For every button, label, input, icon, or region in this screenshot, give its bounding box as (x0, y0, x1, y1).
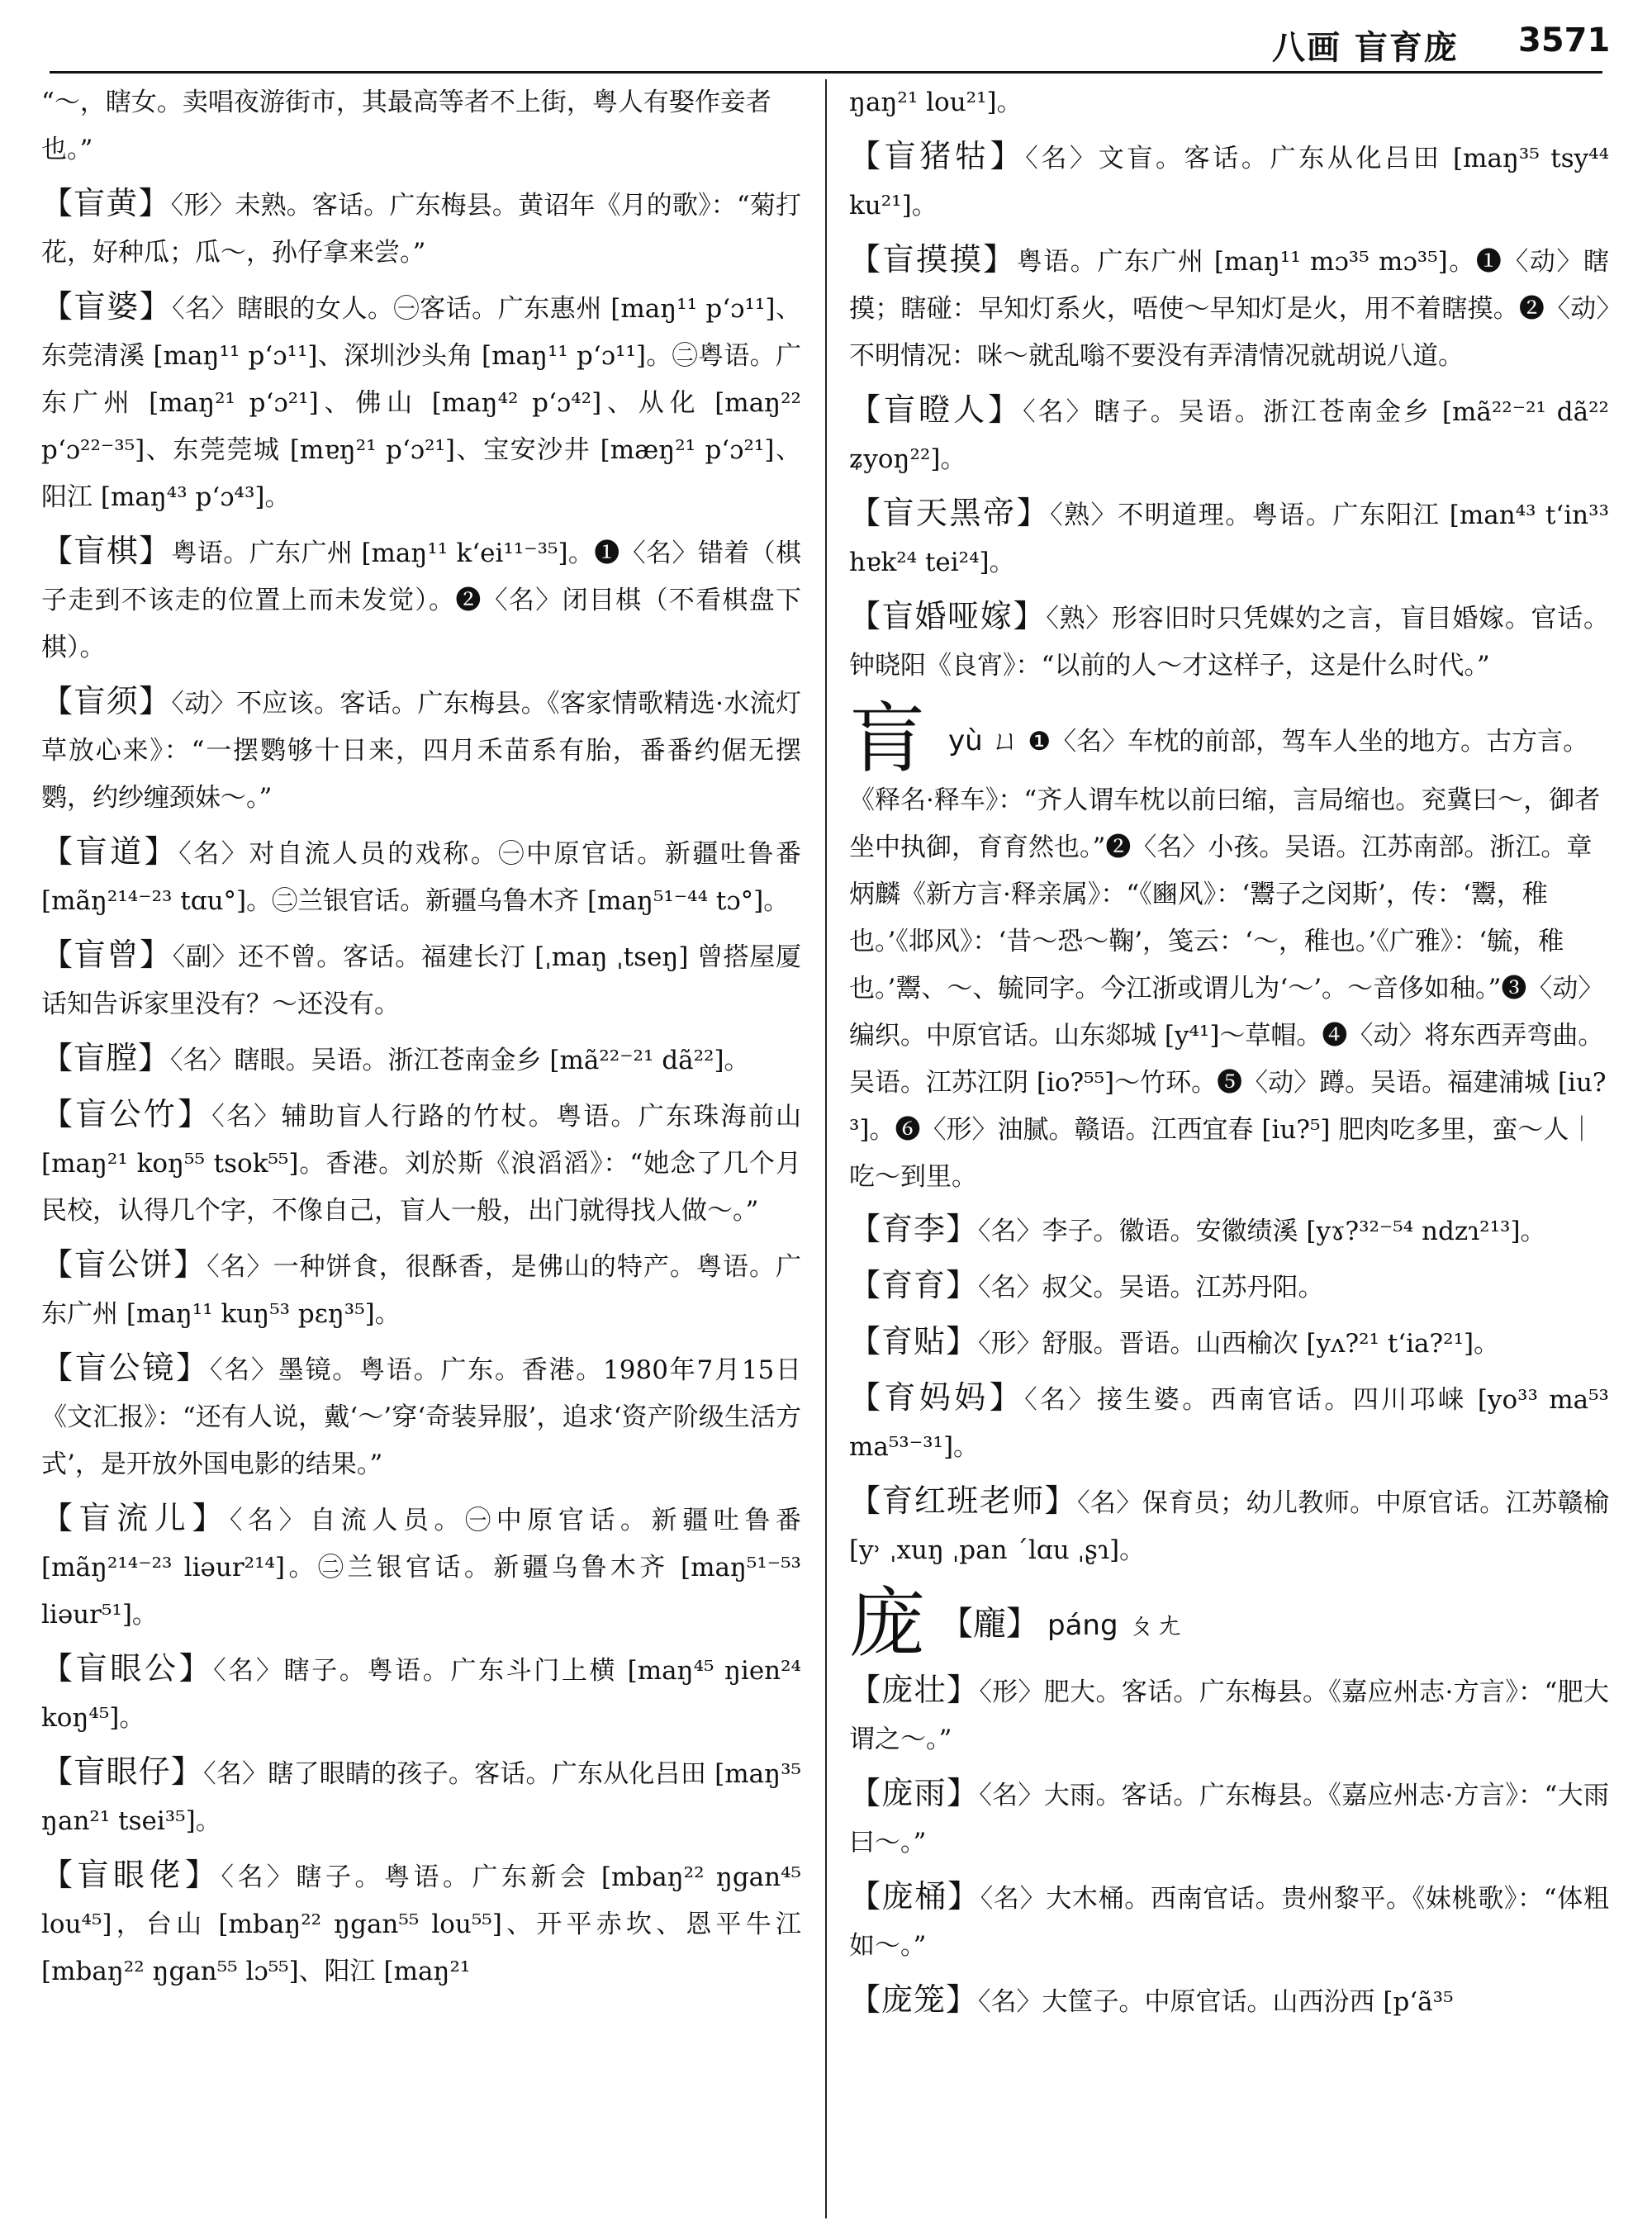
dictionary-entry (41, 1495, 801, 1639)
entry-definition: 〈形〉未熟。客话。广东梅县。黄诏年《月的歌》：“菊打花，好种瓜；瓜～，孙仔拿来尝。” (41, 191, 801, 268)
entry-definition: 〈名〉墨镜。粤语。广东。香港。1980年7月15日《文汇报》：“还有人说，戴‘～’穿‘奇装异服’，追求‘资产阶级生活方式’，是开放外国电影的结果。” (41, 1355, 801, 1479)
column-divider (825, 79, 827, 2218)
entry-continuation (41, 79, 801, 173)
left-column (41, 79, 801, 2218)
dictionary-entry (41, 1091, 801, 1235)
entry-headword: 【盲摸摸】 (849, 241, 1017, 278)
entry-definition: 〈名〉对自流人员的戏称。㊀中原官话。新疆吐鲁番 [mãŋ²¹⁴⁻²³ tɑu°]。㊁兰银官话。新疆乌鲁木齐 [maŋ⁵¹⁻⁴⁴ tɔ°]。 (41, 839, 801, 916)
entry-headword: 【庞壮】 (849, 1672, 980, 1708)
entry-headword: 【盲膛】 (41, 1040, 171, 1076)
dictionary-entry (41, 1645, 801, 1742)
dictionary-entry (41, 932, 801, 1028)
entry-definition: 〈熟〉不明道理。粤语。广东阳江 [man⁴³ t‘in³³ hɐk²⁴ tei²⁴]。 (849, 501, 1609, 577)
character-head-entry (849, 1579, 1609, 1668)
header-rule (50, 71, 1602, 74)
entry-definition: 〈名〉大木桶。西南官话。贵州黎平。《妹桃歌》：“体粗如～。” (849, 1884, 1609, 1961)
entry-headword: 【育妈妈】 (849, 1379, 1025, 1416)
page-number: 3571 (1518, 21, 1611, 59)
entry-definition: 〈名〉辅助盲人行路的竹杖。粤语。广东珠海前山 [maŋ²¹ koŋ⁵⁵ tsok⁵⁵]。香港。刘於斯《浪滔滔》：“她念了几个月民校，认得几个字，不像自己，盲人一般，出门就得找人做～。” (41, 1102, 801, 1226)
dictionary-entry (41, 678, 801, 822)
entry-headword: 【庞桶】 (849, 1878, 980, 1914)
entry-definition: 〈动〉不应该。客话。广东梅县。《客家情歌精选·水流灯草放心来》：“一摆鹦够十日来，四月禾苗系有胎，番番约倨无摆鹦，约纱缠颈妹～。” (41, 689, 801, 813)
entry-definition: 〈名〉李子。徽语。安徽绩溪 [yɤ?³²⁻⁵⁴ ndzɿ²¹³]。 (978, 1217, 1546, 1246)
head-character: 庞 (849, 1579, 926, 1668)
entry-headword: 【庞笼】 (849, 1981, 979, 2018)
dictionary-entry (41, 828, 801, 925)
entry-headword: 【盲公镜】 (41, 1350, 210, 1386)
dictionary-entry (849, 1873, 1609, 1970)
dictionary-entry (41, 1748, 801, 1845)
entry-headword: 【盲猪牯】 (849, 138, 1026, 174)
dictionary-entry (849, 1976, 1609, 2026)
dictionary-entry (849, 1374, 1609, 1471)
entry-definition: 〈名〉大雨。客话。广东梅县。《嘉应州志·方言》：“大雨曰～。” (849, 1781, 1609, 1858)
dictionary-entry (41, 1241, 801, 1338)
character-definition: ❶〈名〉车枕的前部，驾车人坐的地方。古方言。《释名·释车》：“齐人谓车枕以前曰缩，言局缩也。兖冀曰～，御者坐中执御，育育然也。”❷〈名〉小孩。吴语。江苏南部。浙江。章炳麟《新方言·释亲属》：“《豳风》：‘鬻子之闵斯’，传：‘鬻，稚也。’《邶风》：‘昔～恐～鞠’，笺云：‘～，稚也。’《广雅》：‘毓，稚也。’鬻、～、毓同字。今江浙或谓儿为‘～’。～音侈如秞。”❸〈动〉编织。中原官话。山东郯城 [y⁴¹]～草帽。❹〈动〉将东西弄弯曲。吴语。江苏江阴 [io?⁵⁵]～竹环。❺〈动〉蹲。吴语。福建浦城 [iu?³]。❻〈形〉油腻。赣语。江西宜春 [iu?⁵] 肥肉吃多里，蛮～人｜吃～到里。 (849, 727, 1607, 1192)
dictionary-entry (849, 133, 1609, 230)
entry-definition: 〈名〉瞎了眼睛的孩子。客话。广东从化吕田 [maŋ³⁵ ŋan²¹ tsei³⁵]。 (41, 1759, 801, 1836)
entry-headword: 【盲眼佬】 (41, 1857, 221, 1893)
entry-headword: 【盲棋】 (41, 533, 172, 569)
entry-definition: 〈名〉保育员；幼儿教师。中原官话。江苏赣榆 [y˒ ˌxuŋ ˌpan ˊlɑu ˌʂɿ]。 (849, 1488, 1609, 1565)
dictionary-entry (849, 387, 1609, 483)
entry-definition: 〈名〉瞎子。粤语。广东新会 [mbaŋ²² ŋgan⁴⁵ lou⁴⁵]，台山 [mbaŋ²² ŋgan⁵⁵ lou⁵⁵]、开平赤坎、恩平牛江 [mbaŋ²² ŋgan⁵⁵ lɔ⁵⁵]、阳江 [maŋ²¹ (41, 1862, 801, 1986)
dictionary-entry (41, 1345, 801, 1488)
entry-headword: 【盲黄】 (41, 185, 171, 221)
continuation-text: “～，瞎女。卖唱夜游街市，其最高等者不上街，粤人有娶作妾者也。” (41, 88, 771, 164)
entry-definition: 〈名〉大筐子。中原官话。山西汾西 [p‘ã³⁵ (978, 1987, 1454, 2017)
entry-headword: 【盲眼公】 (41, 1650, 214, 1687)
entry-headword: 【盲须】 (41, 683, 172, 719)
entry-headword: 【育红班老师】 (849, 1483, 1077, 1519)
dictionary-entry (849, 1262, 1609, 1312)
entry-headword: 【盲眼仔】 (41, 1753, 204, 1790)
dictionary-entry (41, 180, 801, 277)
dictionary-entry (849, 236, 1609, 380)
dictionary-entry (41, 283, 801, 521)
entry-headword: 【育贴】 (849, 1323, 979, 1359)
entry-definition: 〈名〉一种饼食，很酥香，是佛山的特产。粤语。广东广州 [maŋ¹¹ kuŋ⁵³ pɛŋ³⁵]。 (41, 1252, 801, 1329)
entry-headword: 【盲婚哑嫁】 (849, 598, 1047, 634)
entry-definition: 〈名〉自流人员。㊀中原官话。新疆吐鲁番 [mãŋ²¹⁴⁻²³ liəur²¹⁴]。㊁兰银官话。新疆乌鲁木齐 [maŋ⁵¹⁻⁵³ liəur⁵¹]。 (41, 1506, 801, 1630)
entry-definition: 〈名〉瞎眼。吴语。浙江苍南金乡 [mã²²⁻²¹ dã²²]。 (170, 1046, 750, 1075)
entry-definition: 〈名〉文盲。客话。广东从化吕田 [maŋ³⁵ tsy⁴⁴ ku²¹]。 (849, 144, 1609, 221)
dictionary-entry (849, 1478, 1609, 1574)
continuation-text: ŋaŋ²¹ lou²¹]。 (849, 88, 1023, 117)
dictionary-entry (849, 1318, 1609, 1368)
entry-definition: 粤语。广东广州 [maŋ¹¹ k‘ei¹¹⁻³⁵]。❶〈名〉错着（棋子走到不该走的位置上而未发觉）。❷〈名〉闭目棋（不看棋盘下棋）。 (41, 539, 801, 662)
dictionary-entry (849, 1206, 1609, 1255)
entry-headword: 【盲瞪人】 (849, 391, 1023, 428)
entry-definition: 〈形〉肥大。客话。广东梅县。《嘉应州志·方言》：“肥大谓之～。” (849, 1677, 1609, 1754)
entry-headword: 【盲公竹】 (41, 1096, 212, 1132)
running-title: 八画 盲育庞 (1272, 28, 1459, 67)
entry-definition: 〈名〉叔父。吴语。江苏丹阳。 (978, 1273, 1324, 1302)
entry-continuation (849, 79, 1609, 126)
entry-headword: 【盲流儿】 (41, 1500, 230, 1536)
variant-form: 【龐】 (940, 1605, 1040, 1643)
entry-definition: 粤语。广东广州 [maŋ¹¹ mɔ³⁵ mɔ³⁵]。❶〈动〉瞎摸；瞎碰：早知灯系火，唔使～早知灯是火，用不着瞎摸。❷〈动〉不明情况：咪～就乱嗡不要没有弄清情况就胡说八道。 (849, 247, 1609, 371)
dictionary-entry (849, 1667, 1609, 1763)
entry-headword: 【育李】 (849, 1211, 979, 1247)
entry-headword: 【盲道】 (41, 833, 179, 870)
dictionary-entry (41, 1035, 801, 1084)
dictionary-entry (849, 1770, 1609, 1867)
pinyin-reading: páng ㄆㄤ (1047, 1609, 1184, 1642)
page-header (0, 0, 1652, 79)
dictionary-entry (41, 528, 801, 671)
character-head-entry (849, 695, 1609, 1201)
entry-definition: 〈形〉舒服。晋语。山西榆次 [yʌ?²¹ t‘ia?²¹]。 (978, 1329, 1500, 1359)
entry-definition: 〈名〉瞎子。吴语。浙江苍南金乡 [mã²²⁻²¹ dã²² ʑyoŋ²²]。 (849, 397, 1609, 474)
entry-definition: 〈名〉瞎眼的女人。㊀客话。广东惠州 [maŋ¹¹ p‘ɔ¹¹]、东莞清溪 [maŋ¹¹ p‘ɔ¹¹]、深圳沙头角 [maŋ¹¹ p‘ɔ¹¹]。㊁粤语。广东广州 [maŋ²¹ p‘ɔ²¹]、佛山 [maŋ⁴² p‘ɔ⁴²]、从化 [maŋ²² p‘ɔ²²⁻³⁵]、东莞莞城 [mɐŋ²¹ p‘ɔ²¹]、宝安沙井 [mæŋ²¹ p‘ɔ²¹]、阳江 [maŋ⁴³ p‘ɔ⁴³]。 (41, 294, 801, 512)
entry-definition: 〈名〉瞎子。粤语。广东斗门上横 [maŋ⁴⁵ ŋien²⁴ koŋ⁴⁵]。 (41, 1656, 801, 1733)
entry-headword: 【庞雨】 (849, 1775, 980, 1811)
entry-headword: 【盲公饼】 (41, 1246, 207, 1283)
entry-headword: 【育育】 (849, 1267, 979, 1303)
entry-headword: 【盲天黑帝】 (849, 495, 1051, 531)
entry-headword: 【盲婆】 (41, 288, 173, 325)
pinyin-reading: yù ㄩ (948, 724, 1020, 757)
entry-definition: 〈熟〉形容旧时只凭媒妁之言，盲目婚嫁。官话。钟晓阳《良宵》：“以前的人～才这样子，这是什么时代。” (849, 604, 1609, 681)
dictionary-entry (849, 593, 1609, 690)
head-character: 肓 (849, 695, 926, 783)
dictionary-entry (849, 490, 1609, 586)
dictionary-entry (41, 1852, 801, 1995)
entry-headword: 【盲曾】 (41, 937, 173, 973)
right-column (849, 79, 1609, 2218)
entry-definition: 〈副〉还不曾。客话。福建长汀 [ˌmaŋ ˌtseŋ] 曾搭屋厦话知告诉家里没有？～还没有。 (41, 942, 801, 1019)
entry-definition: 〈名〉接生婆。西南官话。四川邛崃 [yo³³ ma⁵³ ma⁵³⁻³¹]。 (849, 1385, 1609, 1462)
